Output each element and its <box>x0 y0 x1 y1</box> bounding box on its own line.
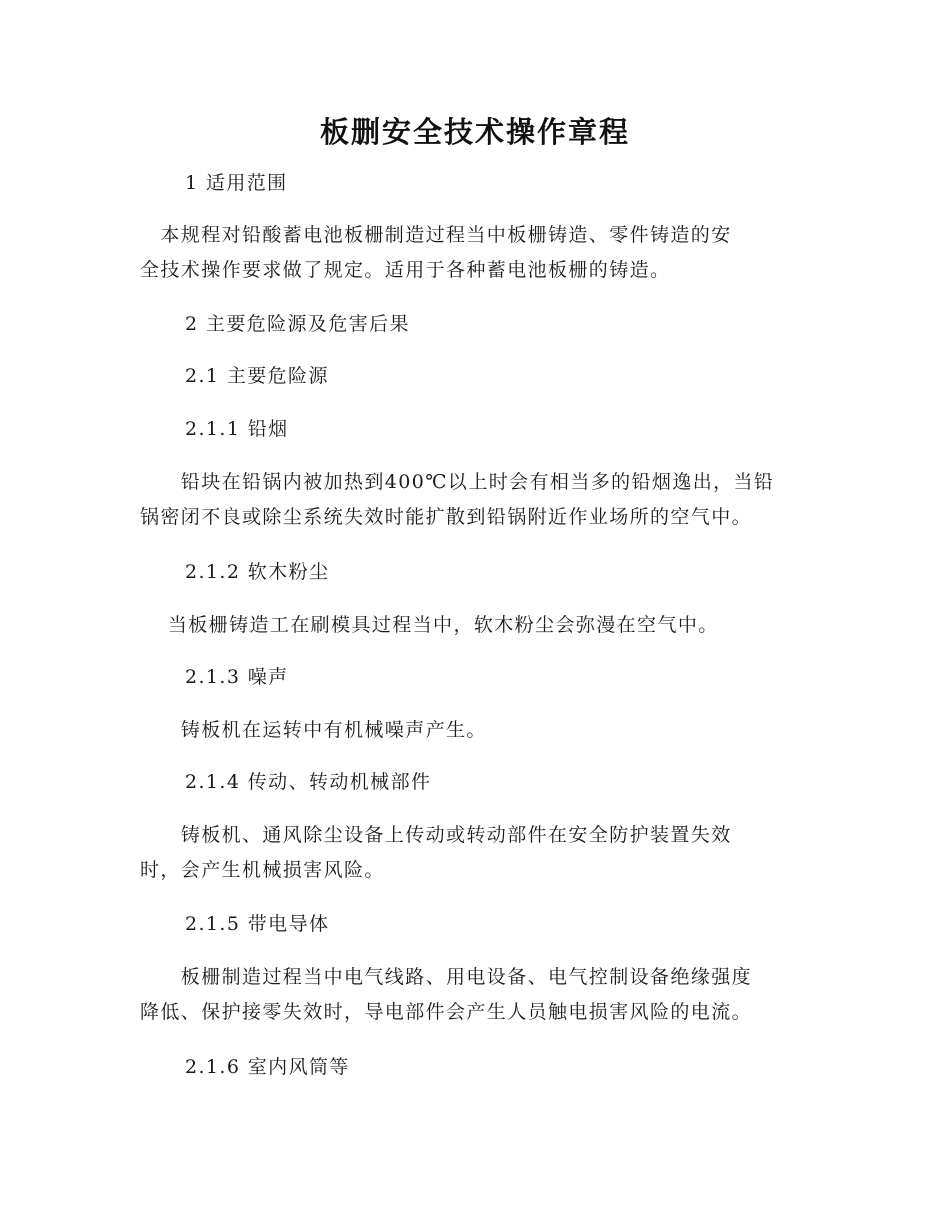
text-line: 板栅制造过程当中电气线路、用电设备、电气控制设备绝缘强度 <box>140 966 753 988</box>
text-line: 1 适用范围 <box>185 172 288 194</box>
text-line: 全技术操作要求做了规定。适用于各种蓄电池板栅的铸造。 <box>140 259 671 281</box>
text-line: 本规程对铅酸蓄电池板栅制造过程当中板栅铸造、零件铸造的安 <box>140 224 732 246</box>
section-heading-2-1-6 <box>185 1050 855 1085</box>
paragraph-moving-parts <box>140 818 810 888</box>
text-line: 铅块在铅锅内被加热到400℃以上时会有相当多的铅烟逸出，当铅 <box>140 471 775 493</box>
paragraph-cork-dust <box>140 608 810 643</box>
text-line: 2.1.1 铅烟 <box>185 418 289 440</box>
section-heading-2-1-3 <box>185 660 855 695</box>
section-heading-1 <box>185 166 855 201</box>
section-heading-2-1-2 <box>185 555 855 590</box>
text-line: 2.1 主要危险源 <box>185 365 329 387</box>
text-line: 2.1.3 噪声 <box>185 666 289 688</box>
text-line: 铸板机、通风除尘设备上传动或转动部件在安全防护装置失效 <box>140 824 732 846</box>
section-heading-2-1-4 <box>185 765 855 800</box>
text-line: 时，会产生机械损害风险。 <box>140 859 385 881</box>
text-line: 降低、保护接零失效时，导电部件会产生人员触电损害风险的电流。 <box>140 1001 753 1023</box>
paragraph-live-conductor <box>140 960 810 1030</box>
section-heading-2 <box>185 307 855 342</box>
paragraph-noise <box>140 713 810 748</box>
text-line: 2.1.6 室内风筒等 <box>185 1056 350 1078</box>
text-line: 锅密闭不良或除尘系统失效时能扩散到铅锅附近作业场所的空气中。 <box>140 506 753 528</box>
section-heading-2-1 <box>185 359 855 394</box>
text-line: 2 主要危险源及危害后果 <box>185 313 410 335</box>
text-line: 铸板机在运转中有机械噪声产生。 <box>140 719 487 741</box>
text-line: 2.1.5 带电导体 <box>185 913 330 935</box>
paragraph-scope <box>140 218 810 288</box>
paragraph-lead-fume <box>140 465 810 535</box>
text-line: 2.1.2 软木粉尘 <box>185 561 330 583</box>
section-heading-2-1-1 <box>185 412 855 447</box>
document-title: 板删安全技术操作章程 <box>319 115 630 149</box>
text-line: 2.1.4 传动、转动机械部件 <box>185 771 432 793</box>
text-line: 当板栅铸造工在刷模具过程当中，软木粉尘会弥漫在空气中。 <box>140 614 719 636</box>
section-heading-2-1-5 <box>185 907 855 942</box>
